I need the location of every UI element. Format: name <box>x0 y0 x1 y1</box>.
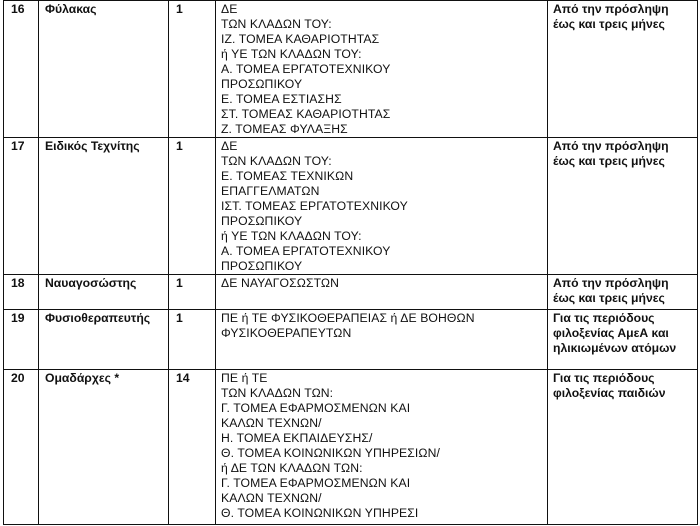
qualification-line: ΤΩΝ ΚΛΑΔΩΝ ΤΩΝ: <box>221 386 334 400</box>
duration-line: έως και τρεις μήνες <box>553 154 665 168</box>
position-title: Ομαδάρχες * <box>39 370 169 525</box>
qualification-line: ΕΠΑΓΓΕΛΜΑΤΩΝ <box>221 184 320 198</box>
qualification-line: Γ. ΤΟΜΕΑ ΕΦΑΡΜΟΣΜΕΝΩΝ ΚΑΙ <box>221 476 411 490</box>
position-count: 1 <box>169 138 216 275</box>
qualification-line: ΔΕ <box>221 2 238 16</box>
duration-line: Από την πρόσληψη <box>553 276 669 290</box>
row-number: 17 <box>4 138 39 275</box>
duration-line: Για τις περιόδους <box>553 371 655 385</box>
table-row <box>4 1 698 138</box>
qualification-line: Α. ΤΟΜΕΑ ΕΡΓΑΤΟΤΕΧΝΙΚΟΥ <box>221 62 391 76</box>
qualifications-cell <box>216 275 548 310</box>
duration-line: φιλοξενίας ΑμεΑ και <box>553 326 669 340</box>
qualification-line: Θ. ΤΟΜΕΑ ΚΟΙΝΩΝΙΚΩΝ ΥΠΗΡΕΣΙΩΝ/ <box>221 446 440 460</box>
qualification-line: Ε. ΤΟΜΕΑΣ ΤΕΧΝΙΚΩΝ <box>221 169 354 183</box>
table-row <box>4 138 698 275</box>
positions-table-body <box>4 1 698 525</box>
position-count: 1 <box>169 1 216 138</box>
qualification-line: ΤΩΝ ΚΛΑΔΩΝ ΤΟΥ: <box>221 17 332 31</box>
duration-cell <box>548 275 698 310</box>
qualification-line: ΠΡΟΣΩΠΙΚΟΥ <box>221 77 303 91</box>
qualification-line: Θ. ΤΟΜΕΑ ΚΟΙΝΩΝΙΚΩΝ ΥΠΗΡΕΣΙ <box>221 506 419 520</box>
qualification-line: Ζ. ΤΟΜΕΑΣ ΦΥΛΑΞΗΣ <box>221 122 348 136</box>
duration-line: Από την πρόσληψη <box>553 139 669 153</box>
duration-cell <box>548 370 698 525</box>
row-number: 18 <box>4 275 39 310</box>
position-title: Φύλακας <box>39 1 169 138</box>
qualification-line: ΔΕ <box>221 139 238 153</box>
duration-cell <box>548 310 698 370</box>
qualification-line: ΔΕ ΝΑΥΑΓΟΣΩΣΤΩΝ <box>221 276 340 290</box>
row-number: 19 <box>4 310 39 370</box>
position-title: Φυσιοθεραπευτής <box>39 310 169 370</box>
position-count: 1 <box>169 310 216 370</box>
qualifications-cell <box>216 138 548 275</box>
qualification-line: ΠΡΟΣΩΠΙΚΟΥ <box>221 214 303 228</box>
qualification-line: Α. ΤΟΜΕΑ ΕΡΓΑΤΟΤΕΧΝΙΚΟΥ <box>221 244 391 258</box>
duration-line: Από την πρόσληψη <box>553 2 669 16</box>
duration-cell <box>548 1 698 138</box>
document-page <box>3 0 697 525</box>
positions-table <box>3 0 698 525</box>
table-row <box>4 310 698 370</box>
duration-line: έως και τρεις μήνες <box>553 17 665 31</box>
qualification-line: ΠΕ ή ΤΕ <box>221 371 268 385</box>
duration-line: ηλικιωμένων ατόμων <box>553 341 677 355</box>
row-number: 20 <box>4 370 39 525</box>
duration-line: έως και τρεις μήνες <box>553 291 665 305</box>
position-count: 14 <box>169 370 216 525</box>
qualification-line: ΦΥΣΙΚΟΘΕΡΑΠΕΥΤΩΝ <box>221 326 352 340</box>
row-number: 16 <box>4 1 39 138</box>
qualification-line: ΣΤ. ΤΟΜΕΑΣ ΚΑΘΑΡΙΟΤΗΤΑΣ <box>221 107 391 121</box>
qualification-line: ή ΥΕ ΤΩΝ ΚΛΑΔΩΝ ΤΟΥ: <box>221 47 362 61</box>
qualifications-cell <box>216 310 548 370</box>
position-title: Ειδικός Τεχνίτης <box>39 138 169 275</box>
table-row <box>4 370 698 525</box>
qualifications-cell <box>216 370 548 525</box>
qualification-line: ΠΕ ή ΤΕ ΦΥΣΙΚΟΘΕΡΑΠΕΙΑΣ ή ΔΕ ΒΟΗΘΩΝ <box>221 311 475 325</box>
qualification-line: ΚΑΛΩΝ ΤΕΧΝΩΝ/ <box>221 416 322 430</box>
duration-line: φιλοξενίας παιδιών <box>553 386 666 400</box>
duration-line: Για τις περιόδους <box>553 311 655 325</box>
qualification-line: ΠΡΟΣΩΠΙΚΟΥ <box>221 259 303 273</box>
qualification-line: Η. ΤΟΜΕΑ ΕΚΠΑΙΔΕΥΣΗΣ/ <box>221 431 373 445</box>
table-row <box>4 275 698 310</box>
qualifications-cell <box>216 1 548 138</box>
qualification-line: ΚΑΛΩΝ ΤΕΧΝΩΝ/ <box>221 491 322 505</box>
qualification-line: ΙΣΤ. ΤΟΜΕΑΣ ΕΡΓΑΤΟΤΕΧΝΙΚΟΥ <box>221 199 408 213</box>
qualification-line: ΤΩΝ ΚΛΑΔΩΝ ΤΟΥ: <box>221 154 332 168</box>
qualification-line: ή ΥΕ ΤΩΝ ΚΛΑΔΩΝ ΤΟΥ: <box>221 229 362 243</box>
position-title: Ναυαγοσώστης <box>39 275 169 310</box>
qualification-line: ή ΔΕ ΤΩΝ ΚΛΑΔΩΝ ΤΩΝ: <box>221 461 363 475</box>
duration-cell <box>548 138 698 275</box>
qualification-line: Ε. ΤΟΜΕΑ ΕΣΤΙΑΣΗΣ <box>221 92 342 106</box>
qualification-line: ΙΖ. ΤΟΜΕΑ ΚΑΘΑΡΙΟΤΗΤΑΣ <box>221 32 380 46</box>
position-count: 1 <box>169 275 216 310</box>
qualification-line: Γ. ΤΟΜΕΑ ΕΦΑΡΜΟΣΜΕΝΩΝ ΚΑΙ <box>221 401 411 415</box>
